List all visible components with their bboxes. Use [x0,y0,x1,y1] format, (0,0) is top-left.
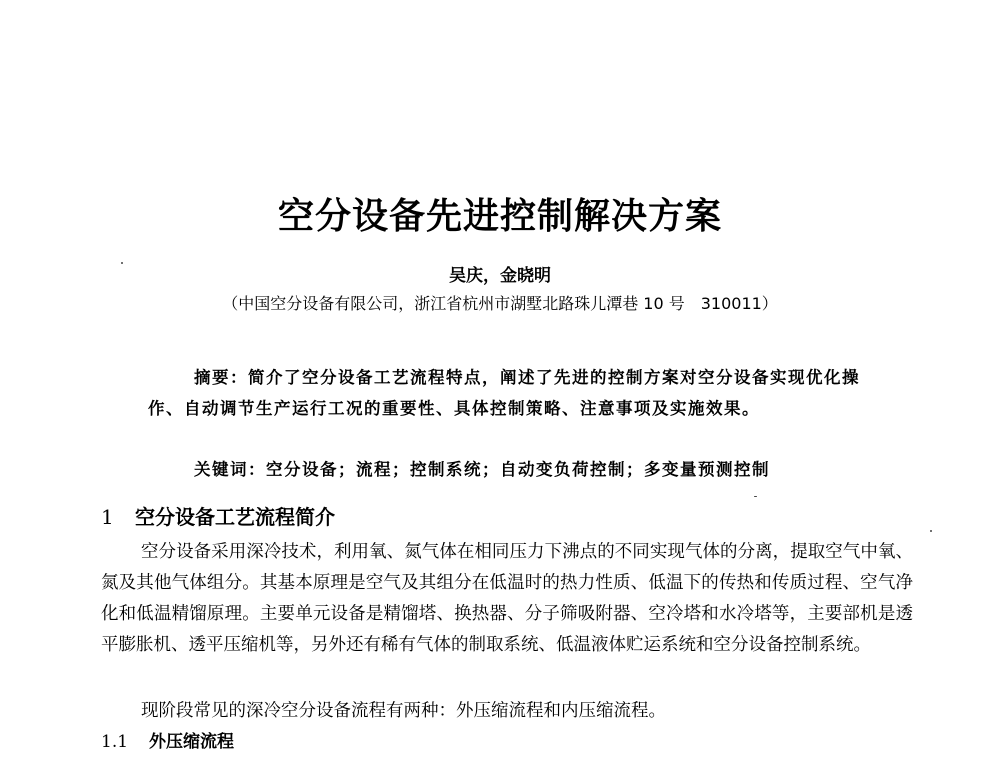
keywords-text: 空分设备；流程；控制系统；自动变负荷控制；多变量预测控制 [266,460,770,479]
section-1-title: 空分设备工艺流程简介 [135,505,335,529]
author-list: 吴庆，金晓明 [449,266,551,286]
abstract [148,362,860,424]
section-1-1-number: 1.1 [101,732,129,752]
section-1-heading [101,501,335,530]
abstract-label: 摘要： [194,368,248,387]
section-1-paragraph-1: 空分设备采用深冷技术，利用氧、氮气体在相同压力下沸点的不同实现气体的分离，提取空气中氧、氮及其他气体组分。其基本原理是空气及其组分在低温时的热力性质、低温下的传热和传质过程、空气净化和低温精馏原理。主要单元设备是精馏塔、换热器、分子筛吸附器、空冷塔和水冷塔等，主要部机是透平膨胀机、透平压缩机等，另外还有稀有气体的制取系统、低温液体贮运系统和空分设备控制系统。 [101,542,913,655]
scan-speck [121,262,123,264]
paper-title: 空分设备先进控制解决方案 [277,195,722,237]
section-1-1-title: 外压缩流程 [149,732,234,752]
keywords-label: 关键词： [194,460,266,479]
scan-speck [930,530,932,532]
section-1-1-heading [101,727,234,752]
affiliation: （中国空分设备有限公司，浙江省杭州市湖墅北路珠儿潭巷 10 号 310011） [222,294,778,313]
scan-speck [754,496,757,497]
section-1-number: 1 [101,505,114,529]
section-1-paragraph-2: 现阶段常见的深冷空分设备流程有两种：外压缩流程和内压缩流程。 [141,701,666,721]
abstract-text: 简介了空分设备工艺流程特点，阐述了先进的控制方案对空分设备实现优化操作、自动调节生产运行工况的重要性、具体控制策略、注意事项及实施效果。 [148,368,860,418]
keywords [194,456,874,480]
